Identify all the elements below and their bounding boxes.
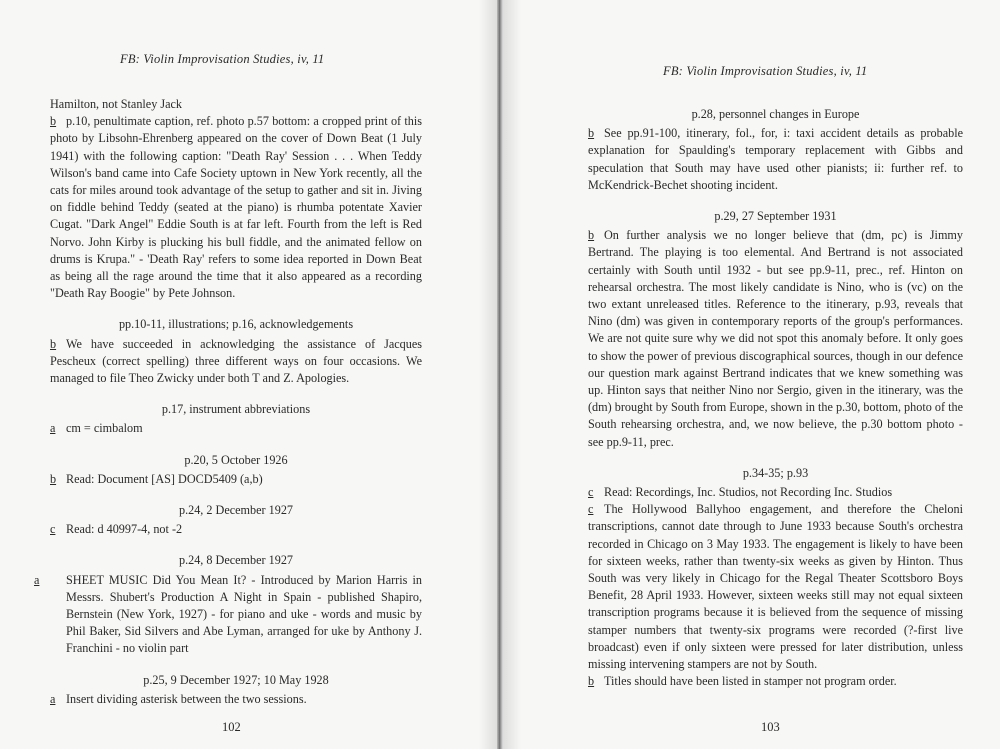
- entry-text: Titles should have been listed in stamper not program order.: [604, 674, 897, 689]
- section: [50, 672, 422, 708]
- section-heading: p.25, 9 December 1927; 10 May 1928: [143, 672, 329, 687]
- intro-line: Hamilton, not Stanley Jack: [50, 97, 183, 111]
- entry-text: Read: Recordings, Inc. Studios, not Recording Inc. Studios: [604, 485, 893, 500]
- section: [34, 552, 422, 657]
- entry-mark: b: [588, 674, 595, 689]
- entry-mark: b: [50, 114, 57, 129]
- section: [50, 502, 422, 538]
- page-body: [588, 106, 963, 705]
- entry: [588, 484, 963, 501]
- running-head: FB: Violin Improvisation Studies, iv, 11: [120, 52, 325, 66]
- page-body: [34, 96, 422, 722]
- section: [50, 316, 422, 387]
- section: [588, 465, 963, 691]
- entry-text: We have succeeded in acknowledging the assistance of Jacques Pescheux (correct spelling) three different ways on four occasions. We managed to file Theo Zwicky under both T and Z. Apologies.: [50, 336, 422, 386]
- entry-mark: c: [50, 522, 56, 537]
- entry: [50, 113, 422, 302]
- entry-text: p.10, penultimate caption, ref. photo p.57 bottom: a cropped print of this photo by Libsohn-Ehrenberg appeared on the cover of Down Beat (1 July 1941) with the following caption: "Death Ray' Session . . . When Teddy Wilson's band came into Cafe Society uptown in New York recently, all the cats for miles around took advantage of the setup to gather and sit in. Jiving on fiddle behind Teddy (seated at the piano) is rhumba potentate Xavier Cugat. "Dark Angel" Eddie South is at far left. Fourth from the left is Red Norvo. John Kirby is plucking his bull fiddle, and the animated fellow on drums is Krupa." - 'Death Ray' refers to some idea reported in Down Beat as being all the rage around the time that it also appeared as a recording "Death Ray Boogie" by Pete Johnson.: [50, 114, 422, 301]
- entry-text: See pp.91-100, itinerary, fol., for, i: taxi accident details as probable explanation for Spaulding's temporary replacement with Gibbs and speculation that South may have used other pianists; ii: further ref. to McKendrick-Bechet shooting incident.: [588, 126, 963, 192]
- entry-mark: c: [588, 502, 594, 517]
- section-heading: p.24, 2 December 1927: [178, 503, 294, 518]
- entry: [50, 471, 422, 488]
- page-number: 103: [761, 720, 780, 734]
- right-page: [503, 0, 1000, 749]
- section-heading: p.28, personnel changes in Europe: [691, 107, 860, 121]
- section: [50, 452, 422, 488]
- entry: [34, 572, 422, 658]
- entry-mark: b: [50, 471, 57, 486]
- section: [50, 401, 422, 437]
- entry-mark: a: [50, 691, 56, 706]
- entry-mark: a: [34, 572, 40, 587]
- entry-mark: b: [588, 126, 595, 141]
- entry: [50, 691, 422, 708]
- entry-mark: c: [588, 485, 594, 500]
- entry-text: Insert dividing asterisk between the two sessions.: [66, 691, 307, 706]
- running-head: FB: Violin Improvisation Studies, iv, 11: [663, 64, 868, 78]
- entry-text: On further analysis we no longer believe that (dm, pc) is Jimmy Bertrand. The playing is too elemental. And Bertrand is not associated certainly with South until 1932 - but see pp.9-11, prec., ref. Hinton on rehearsal orchestra. The most likely candidate is Nino, who is (vc) on the two extant unreleased titles. Reference to the itinerary, p.93, reveals that Nino (dm) was given in contemporary reports of the group's performances. We are not quite sure why we did not spot this anomaly before. It only goes to show the power of previous discographical sources, though in our defence our question mark against Bertrand indicates that we knew something was up. Hinton says that neither Nino nor Sergio, given in the itinerary, was the (dm) brought by South from Europe, shown in the p.30, bottom, photo of the South rehearsing orchestra, and, we now believe, the p.30 bottom photo - see pp.9-11, prec.: [588, 228, 963, 449]
- section-heading: p.29, 27 September 1931: [714, 209, 837, 224]
- entry: [588, 227, 963, 451]
- entry-mark: b: [588, 228, 595, 243]
- section-heading: p.17, instrument abbreviations: [161, 402, 311, 417]
- section: [50, 113, 422, 302]
- page-number: 102: [222, 720, 241, 734]
- entry: [50, 521, 422, 538]
- entry: [588, 501, 963, 673]
- entry: [50, 420, 422, 437]
- section: [588, 208, 963, 451]
- entry-text: Read: Document [AS] DOCD5409 (a,b): [66, 471, 263, 486]
- entry-mark: a: [50, 421, 56, 436]
- entry-mark: b: [50, 336, 57, 351]
- left-page: [0, 0, 497, 749]
- entry-text: SHEET MUSIC Did You Mean It? - Introduced by Marion Harris in Messrs. Shubert's Production A Night in Spain - published Shapiro, Bernstein (New York, 1927) - for piano and uke - words and music by Phil Baker, Sid Silvers and Abe Lyman, arranged for uke by Anthony J. Franchini - no violin part: [66, 572, 422, 656]
- section-heading: p.20, 5 October 1926: [184, 452, 288, 467]
- section-heading: p.24, 8 December 1927: [178, 553, 294, 568]
- section-heading: p.34-35; p.93: [742, 465, 809, 480]
- entry: [588, 673, 963, 690]
- entry-text: The Hollywood Ballyhoo engagement, and therefore the Cheloni transcriptions, cannot date through to June 1933 because South's orchestra recorded in Chicago on 3 May 1933. The engagement is likely to have been for sixteen weeks, rather than twenty-six weeks as given by Hinton. Thus South was very likely in Chicago for the Regal Theater Scottsboro Boys Benefit, 28 April 1933. However, sixteen weeks still may not equal sixteen transcription programs because it is believed from the sequence of missing stamper numbers that twenty-six programs were recorded (?-first live broadcast) even if only sixteen were pressed for later distribution, unless missing intervening stampers are not by South.: [588, 502, 963, 672]
- section-heading: pp.10-11, illustrations; p.16, acknowledgements: [118, 317, 354, 332]
- entry-text: Read: d 40997-4, not -2: [66, 522, 183, 537]
- entry: [588, 125, 963, 194]
- section: [588, 106, 963, 194]
- entry: [50, 336, 422, 388]
- entry-text: cm = cimbalom: [66, 421, 143, 436]
